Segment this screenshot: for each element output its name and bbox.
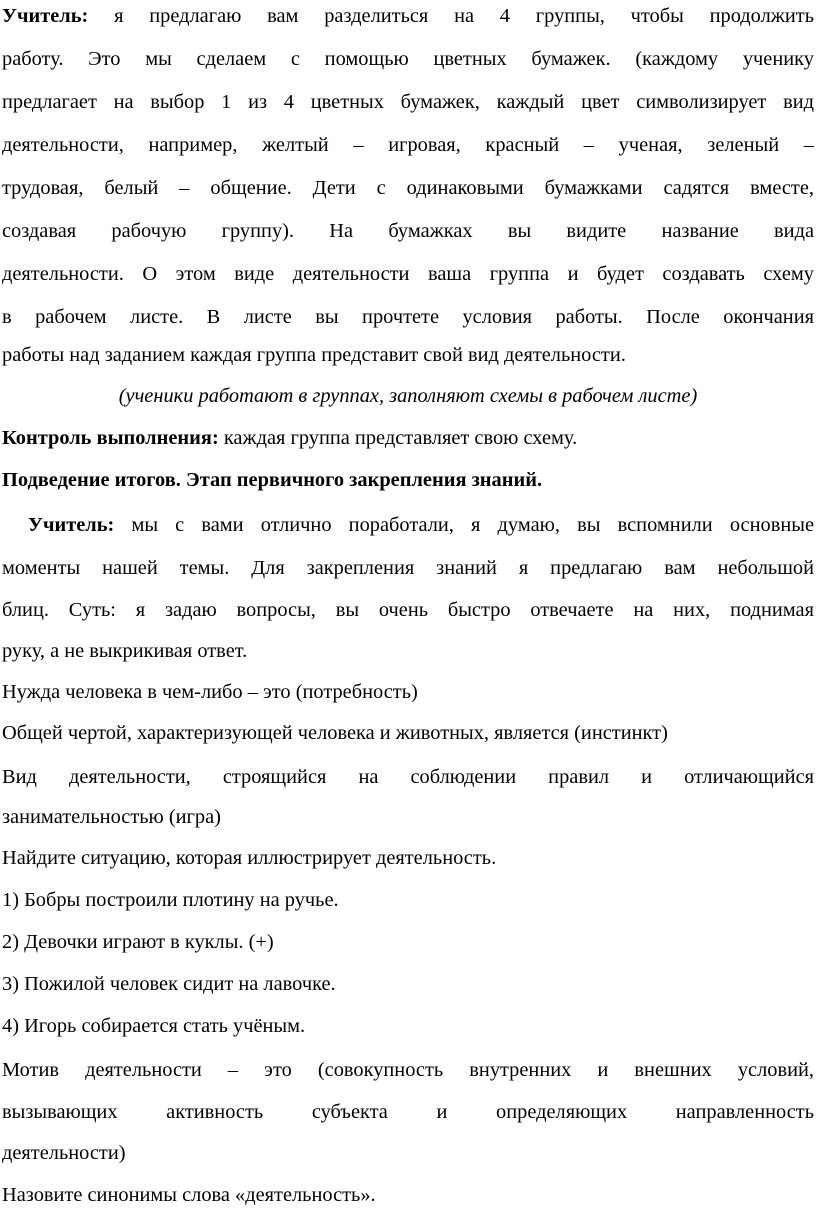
question-4-option-2: 2) Девочки играют в куклы. (+) <box>2 931 274 953</box>
paragraph-2-line-4: руку, а не выкрикивая ответ. <box>2 640 248 662</box>
paragraph-1-line-7: деятельности. О этом виде деятельности ваша группа и будет создавать схему <box>2 263 814 285</box>
question-5-line-1: Мотив деятельности – это (совокупность внутренних и внешних условий, <box>2 1059 814 1081</box>
question-4-option-1: 1) Бобры построили плотину на ручье. <box>2 889 339 911</box>
control-label: Контроль выполнения: <box>2 427 219 449</box>
activity-note: (ученики работают в группах, заполняют схемы в рабочем листе) <box>118 385 698 407</box>
question-4-title: Найдите ситуацию, которая иллюстрирует деятельность. <box>2 847 497 869</box>
paragraph-1-line-2: работу. Это мы сделаем с помощью цветных бумажек. (каждому ученику <box>2 48 814 70</box>
question-2: Общей чертой, характеризующей человека и животных, является (инстинкт) <box>2 722 668 744</box>
paragraph-1-line-5: трудовая, белый – общение. Дети с одинаковыми бумажками садятся вместе, <box>2 177 814 199</box>
paragraph-1-line-6: создавая рабочую группу). На бумажках вы видите название вида <box>2 220 814 242</box>
speaker-label: Учитель: <box>2 5 89 27</box>
question-6: Назовите синонимы слова «деятельность». <box>2 1184 376 1206</box>
paragraph-2-line-3: блиц. Суть: я задаю вопросы, вы очень быстро отвечаете на них, поднимая <box>2 599 814 621</box>
control-line: Контроль выполнения: каждая группа представляет свою схему. <box>2 427 578 449</box>
paragraph-1-line-8: в рабочем листе. В листе вы прочтете условия работы. После окончания <box>2 306 814 328</box>
question-4-option-4: 4) Игорь собирается стать учёным. <box>2 1015 306 1037</box>
paragraph-1-line-1: Учитель: я предлагаю вам разделиться на 4 группы, чтобы продолжить <box>2 5 814 27</box>
speaker-label: Учитель: <box>28 514 115 536</box>
summary-heading: Подведение итогов. Этап первичного закрепления знаний. <box>2 469 543 491</box>
paragraph-1-line-3: предлагает на выбор 1 из 4 цветных бумажек, каждый цвет символизирует вид <box>2 91 814 113</box>
question-5-line-3: деятельности) <box>2 1142 126 1164</box>
question-1: Нужда человека в чем-либо – это (потребность) <box>2 681 418 703</box>
paragraph-1-line-4: деятельности, например, желтый – игровая, красный – ученая, зеленый – <box>2 134 814 156</box>
paragraph-2-line-2: моменты нашей темы. Для закрепления знаний я предлагаю вам небольшой <box>2 557 814 579</box>
paragraph-2-line-1: Учитель: мы с вами отлично поработали, я думаю, вы вспомнили основные <box>28 514 814 536</box>
question-4-option-3: 3) Пожилой человек сидит на лавочке. <box>2 973 336 995</box>
question-3-line-2: занимательностью (игра) <box>2 806 221 828</box>
question-5-line-2: вызывающих активность субъекта и определяющих направленность <box>2 1101 814 1123</box>
question-3-line-1: Вид деятельности, строящийся на соблюдении правил и отличающийся <box>2 766 814 788</box>
paragraph-1-line-9: работы над заданием каждая группа представит свой вид деятельности. <box>2 344 626 366</box>
